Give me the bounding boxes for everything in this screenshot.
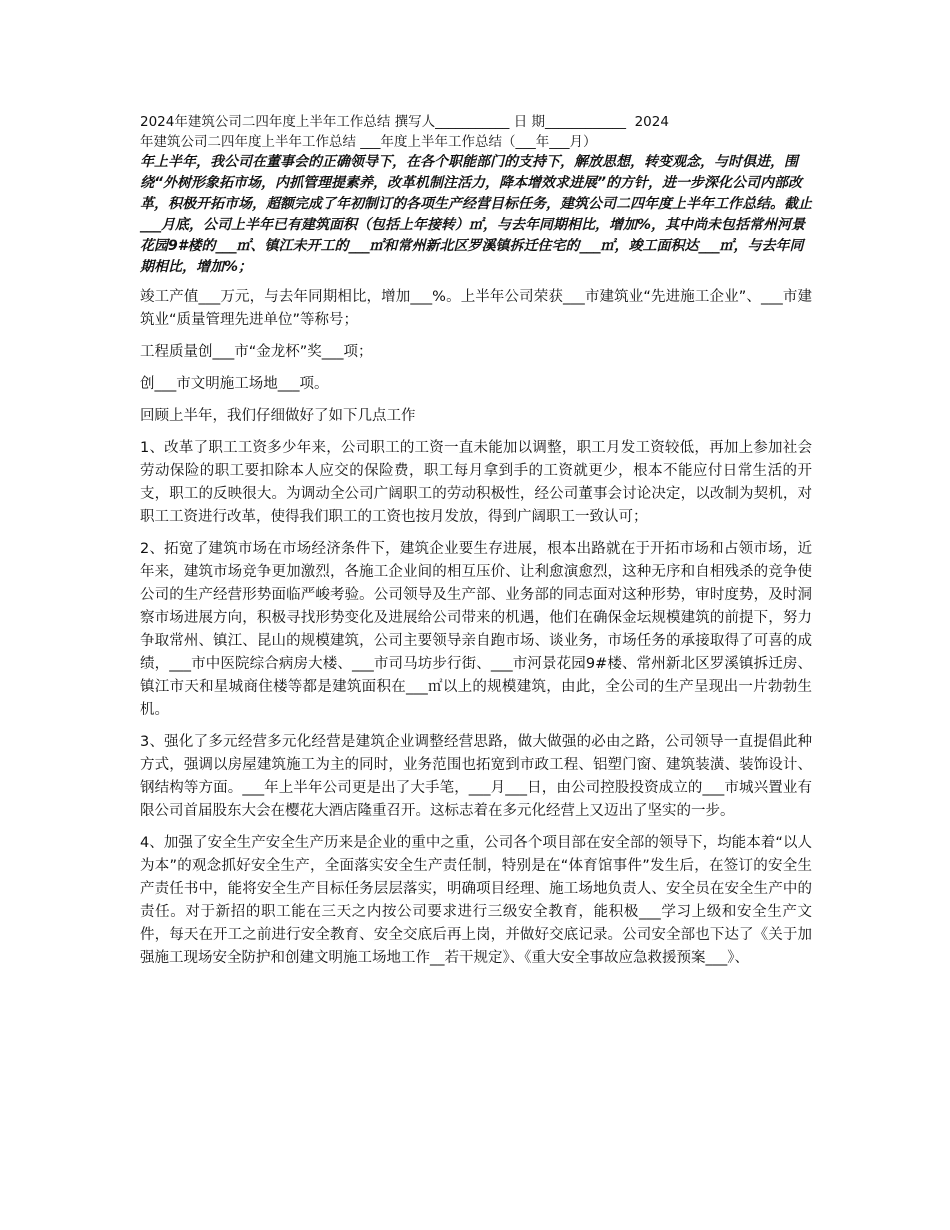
document-page bbox=[140, 112, 812, 970]
paragraph-market-expansion: 2、拓宽了建筑市场在市场经济条件下，建筑企业要生存进展，根本出路就在于开拓市场和占领市场，近年来，建筑市场竞争更加激烈，各施工企业间的相互压价、让利愈演愈烈，这种无序和自相残杀的竞争使公司的生产经营形势面临严峻考验。公司领导及生产部、业务部的同志面对这种形势，审时度势，及时洞察市场进展方向，积极寻找形势变化及进展给公司带来的机遇，他们在确保金坛规模建筑的前提下，努力争取常州、镇江、昆山的规模建筑，公司主要领导亲自跑市场、谈业务，市场任务的承接取得了可喜的成绩，___市中医院综合病房大楼、___市司马坊步行街、___市河景花园9#楼、常州新北区罗溪镇拆迁房、镇江市天和星城商住楼等都是建筑面积在___㎡以上的规模建筑，由此，全公司的生产呈现出一片勃勃生机。 bbox=[140, 541, 812, 718]
date-label: 日 期 bbox=[513, 114, 545, 130]
paragraph-review-intro: 回顾上半年，我们仔细做好了如下几点工作 bbox=[140, 408, 416, 424]
paragraph-output-value: 竣工产值___万元，与去年同期相比，增加___%。上半年公司荣获___市建筑业“先进施工企业”、___市建筑业“质量管理先进单位”等称号； bbox=[140, 289, 812, 328]
header-year: 2024 bbox=[634, 114, 669, 130]
header-period: ___年度上半年工作总结（___年___月） bbox=[360, 134, 597, 150]
intro-summary: 年上半年，我公司在董事会的正确领导下，在各个职能部门的支持下，解放思想，转变观念，与时俱进，围绕“外树形象拓市场，内抓管理提素养，改革机制注活力，降本增效求进展”的方针，进一步深化公司内部改革，积极开拓市场，超额完成了年初制订的各项生产经营目标任务，建筑公司二四年度上半年工作总结。截止___月底，公司上半年已有建筑面积（包括上年接转）㎡，与去年同期相比，增加%，其中尚未包括常州河景花园9#楼的___㎡、镇江未开工的___㎡和常州新北区罗溪镇拆迁住宅的___㎡，竣工面积达___㎡，与去年同期相比，增加%； bbox=[140, 154, 812, 275]
header-title-continued: 年建筑公司二四年度上半年工作总结 bbox=[140, 134, 356, 150]
header-title: 2024年建筑公司二四年度上半年工作总结 撰写人 bbox=[140, 114, 436, 130]
paragraph-quality-award: 工程质量创___市“金龙杯”奖___项； bbox=[140, 344, 373, 360]
document-header-line-1 bbox=[140, 112, 812, 132]
paragraph-diversified-business: 3、强化了多元经营多元化经营是建筑企业调整经营思路，做大做强的必由之路，公司领导一直提倡此种方式，强调以房屋建筑施工为主的同时，业务范围也拓宽到市政工程、铝塑门窗、建筑装潢、装饰设计、钢结构等方面。___年上半年公司更是出了大手笔，___月___日，由公司控股投资成立的___市城兴置业有限公司首届股东大会在樱花大酒店隆重召开。这标志着在多元化经营上又迈出了坚实的一步。 bbox=[140, 734, 812, 819]
paragraph-salary-reform: 1、改革了职工工资多少年来，公司职工的工资一直未能加以调整，职工月发工资较低，再加上参加社会劳动保险的职工要扣除本人应交的保险费，职工每月拿到手的工资就更少，根本不能应付日常生活的开支，职工的反映很大。为调动全公司广阔职工的劳动积极性，经公司董事会讨论决定，以改制为契机，对职工工资进行改革，使得我们职工的工资也按月发放，得到广阔职工一致认可； bbox=[140, 440, 812, 525]
document-header-line-2 bbox=[140, 132, 812, 152]
date-blank: ____________ bbox=[545, 114, 626, 130]
paragraph-safety-production: 4、加强了安全生产安全生产历来是企业的重中之重，公司各个项目部在安全部的领导下，均能本着“以人为本”的观念抓好安全生产，全面落实安全生产责任制，特别是在“体育馆事件”发生后，在签订的安全生产责任书中，能将安全生产目标任务层层落实，明确项目经理、施工场地负责人、安全员在安全生产中的责任。对于新招的职工能在三天之内按公司要求进行三级安全教育，能积极___学习上级和安全生产文件，每天在开工之前进行安全教育、安全交底后再上岗，并做好交底记录。公司安全部也下达了《关于加强施工现场安全防护和创建文明施工场地工作__若干规定》、《重大安全事故应急救援预案___》、 bbox=[140, 835, 812, 966]
paragraph-civilized-site: 创___市文明施工场地___项。 bbox=[140, 376, 329, 392]
writer-blank: ___________ bbox=[435, 114, 510, 130]
